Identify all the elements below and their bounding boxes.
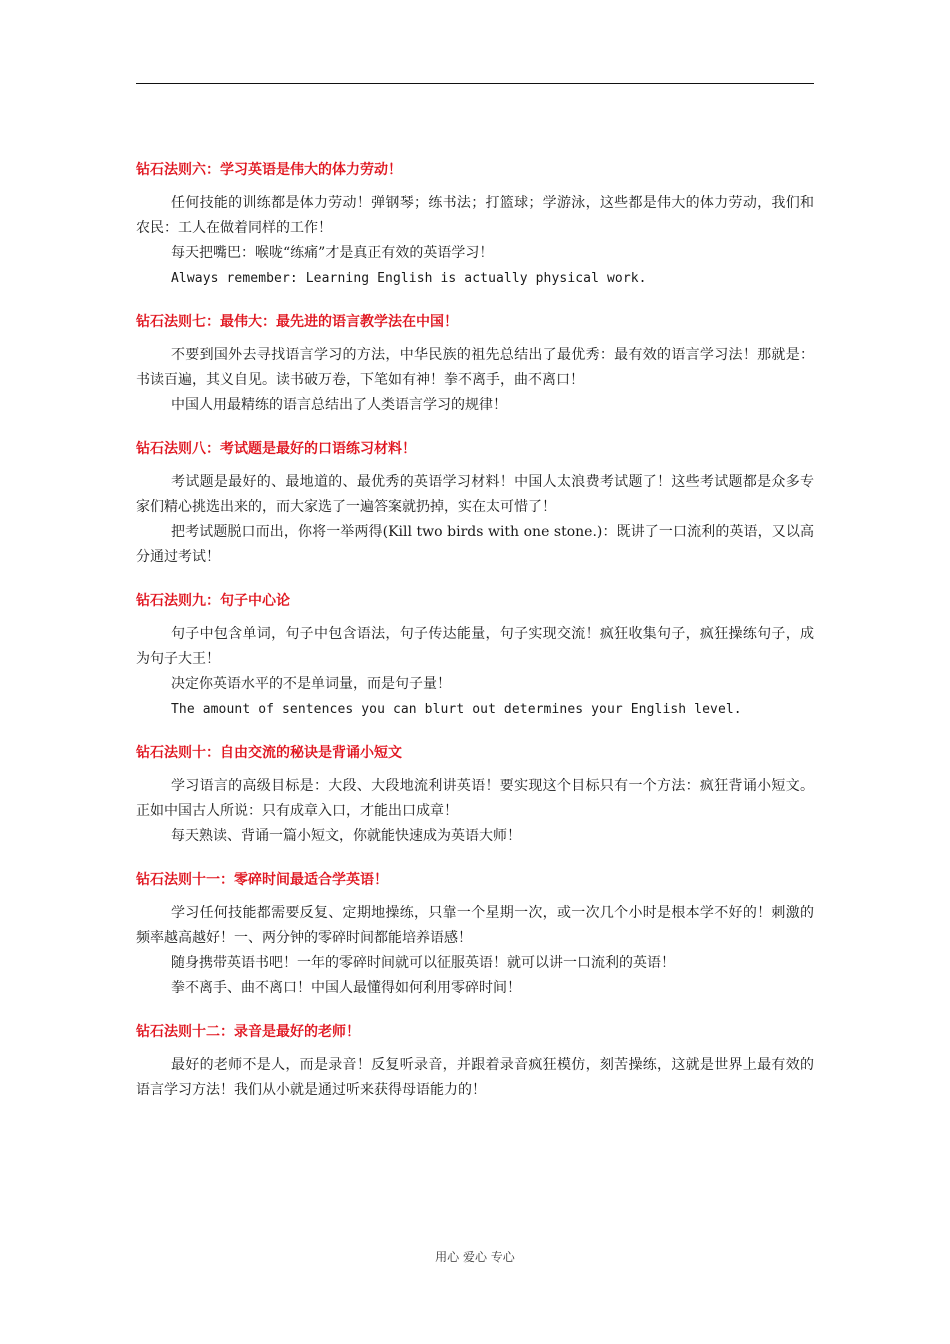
paragraph: 最好的老师不是人，而是录音！反复听录音，并跟着录音疯狂模仿，刻苦操练，这就是世界上最有效的语言学习方法！我们从小就是通过听来获得母语能力的！	[136, 1057, 814, 1098]
document-body	[136, 158, 814, 1122]
paragraph-english: Always remember: Learning English is actually physical work.	[171, 271, 647, 286]
section-rule-12	[136, 1020, 814, 1103]
paragraph: 拳不离手、曲不离口！中国人最懂得如何利用零碎时间！	[171, 980, 521, 996]
section-heading: 钻石法则十二：录音是最好的老师！	[136, 1024, 360, 1040]
page-footer: 用心 爱心 专心	[435, 1250, 515, 1264]
section-rule-6	[136, 158, 814, 291]
section-rule-8	[136, 437, 814, 570]
paragraph: 不要到国外去寻找语言学习的方法，中华民族的祖先总结出了最优秀：最有效的语言学习法！那就是：书读百遍，其义自见。读书破万卷，下笔如有神！拳不离手，曲不离口！	[136, 347, 814, 388]
paragraph: 学习语言的高级目标是：大段、大段地流利讲英语！要实现这个目标只有一个方法：疯狂背诵小短文。正如中国古人所说：只有成章入口，才能出口成章！	[136, 778, 814, 819]
section-heading: 钻石法则十：自由交流的秘诀是背诵小短文	[136, 745, 402, 761]
paragraph: 学习任何技能都需要反复、定期地操练，只靠一个星期一次，或一次几个小时是根本学不好的！刺激的频率越高越好！一、两分钟的零碎时间都能培养语感！	[136, 905, 814, 946]
paragraph-english: The amount of sentences you can blurt out determines your English level.	[171, 702, 742, 717]
section-rule-9	[136, 589, 814, 722]
paragraph: 中国人用最精练的语言总结出了人类语言学习的规律！	[171, 397, 507, 413]
section-heading: 钻石法则六：学习英语是伟大的体力劳动！	[136, 162, 402, 178]
section-rule-7	[136, 310, 814, 418]
section-heading: 钻石法则七：最伟大：最先进的语言教学法在中国！	[136, 314, 458, 330]
paragraph: 任何技能的训练都是体力劳动！弹钢琴；练书法；打篮球；学游泳，这些都是伟大的体力劳动，我们和农民：工人在做着同样的工作！	[136, 195, 814, 236]
paragraph: 每天把嘴巴：喉咙“练痛”才是真正有效的英语学习！	[171, 245, 494, 261]
paragraph: 把考试题脱口而出，你将一举两得(Kill two birds with one stone.)：既讲了一口流利的英语，又以高分通过考试！	[136, 524, 814, 565]
paragraph: 句子中包含单词，句子中包含语法，句子传达能量，句子实现交流！疯狂收集句子，疯狂操练句子，成为句子大王！	[136, 626, 814, 667]
header-rule	[136, 83, 814, 84]
section-rule-11	[136, 868, 814, 1001]
section-rule-10	[136, 741, 814, 849]
paragraph: 每天熟读、背诵一篇小短文，你就能快速成为英语大师！	[171, 828, 521, 844]
paragraph: 随身携带英语书吧！一年的零碎时间就可以征服英语！就可以讲一口流利的英语！	[171, 955, 675, 971]
section-heading: 钻石法则十一：零碎时间最适合学英语！	[136, 872, 388, 888]
paragraph: 考试题是最好的、最地道的、最优秀的英语学习材料！中国人太浪费考试题了！这些考试题都是众多专家们精心挑选出来的，而大家选了一遍答案就扔掉，实在太可惜了！	[136, 474, 814, 515]
section-heading: 钻石法则八：考试题是最好的口语练习材料！	[136, 441, 416, 457]
section-heading: 钻石法则九：句子中心论	[136, 593, 290, 609]
paragraph: 决定你英语水平的不是单词量，而是句子量！	[171, 676, 451, 692]
